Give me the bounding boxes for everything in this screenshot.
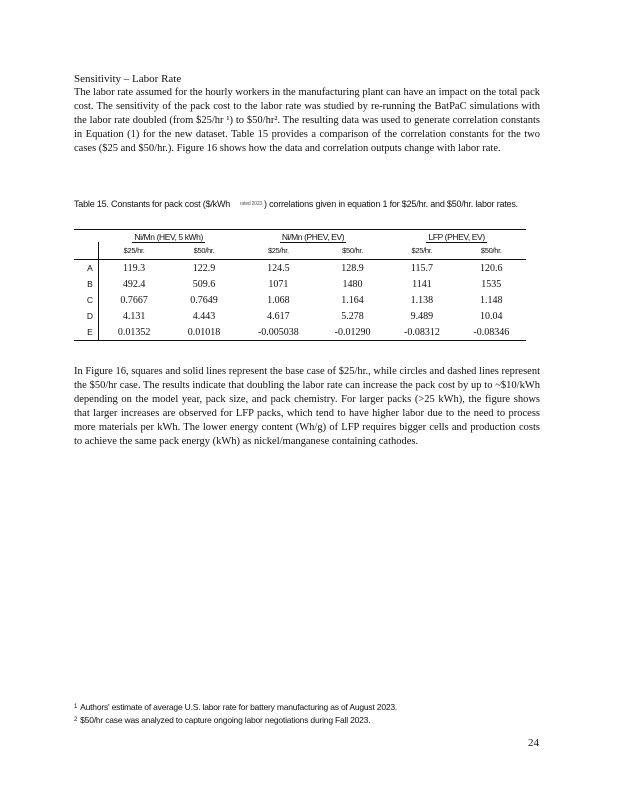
table-cell: 122.9	[192, 262, 216, 274]
table-cell: 128.9	[341, 262, 364, 274]
table-row	[74, 276, 526, 292]
column-header: $25/hr.	[123, 246, 145, 255]
table-row	[74, 260, 526, 277]
column-header: $25/hr.	[411, 246, 433, 255]
table-row	[74, 308, 526, 324]
table-cell: 115.7	[410, 262, 433, 274]
row-label: B	[82, 276, 99, 292]
table-cell: 124.5	[267, 262, 290, 274]
table-cell: -0.01290	[334, 326, 371, 338]
constants-table	[74, 229, 526, 341]
table-subheader-row	[74, 242, 526, 260]
table-cell: 120.6	[480, 262, 503, 274]
table-caption-subscript: rated 2023	[240, 201, 262, 208]
footnote-marker: 2	[74, 717, 78, 723]
table-cell: 1071	[268, 278, 289, 290]
table-cell: 1.138	[410, 294, 434, 306]
column-header: $50/hr.	[480, 246, 502, 255]
table-cell: 492.4	[122, 278, 146, 290]
group-header: Ni/Mn (PHEV, EV)	[281, 232, 345, 242]
row-label: A	[82, 260, 99, 277]
page-number: 24	[528, 737, 539, 749]
table-cell: 1480	[342, 278, 363, 290]
table-cell: 1.068	[267, 294, 290, 306]
table-cell: 0.7667	[120, 294, 148, 306]
table-cell: 119.3	[123, 262, 146, 274]
table-cell: 4.617	[267, 310, 290, 322]
footnote-text: Authors' estimate of average U.S. labor rate for battery manufacturing as of August 2023.	[80, 702, 398, 712]
table-cell: -0.005038	[257, 326, 299, 338]
table-cell: -0.08346	[473, 326, 510, 338]
table-cell: 1.148	[480, 294, 503, 306]
table-cell: 0.01352	[117, 326, 151, 338]
table-cell: 5.278	[341, 310, 364, 322]
table-cell: 9.489	[410, 310, 434, 322]
table-cell: 1.164	[341, 294, 364, 306]
table-row	[74, 292, 526, 308]
footnote-marker: 1	[74, 704, 78, 710]
table-cell: -0.08312	[403, 326, 440, 338]
footnote-text: $50/hr case was analyzed to capture ongoing labor negotiations during Fall 2023.	[80, 715, 371, 725]
row-label: C	[82, 292, 99, 308]
table-cell: 4.131	[122, 310, 146, 322]
group-header: LFP (PHEV, EV)	[428, 232, 485, 242]
paragraph-figure-discussion: In Figure 16, squares and solid lines represent the base case of $25/hr., while circles and dashed lines represent the $50/hr case. The results indicate that doubling the labor rate can increase the pack cost by up to ~$10/kWh depending on the model year, pack size, and pack chemistry. For larger packs (>25 kWh), the figure shows that larger increases are observed for LFP packs, which tend to have higher labor due to the need to process more materials per kWh. The lower energy content (Wh/g) of LFP requires bigger cells and production costs to achieve the same pack energy (kWh) as nickel/manganese containing cathodes.	[74, 366, 540, 447]
table-cell: 0.01018	[187, 326, 221, 338]
table-cell: 4.443	[192, 310, 216, 322]
footnote	[74, 701, 397, 713]
table-cell: 509.6	[192, 278, 216, 290]
paragraph-intro: The labor rate assumed for the hourly workers in the manufacturing plant can have an impact on the total pack cost. The sensitivity of the pack cost to the labor rate was studied by re-running the BatPaC simulations with the labor rate doubled (from $25/hr ¹) to $50/hr². The resulting data was used to generate correlation constants in Equation (1) for the new dataset. Table 15 provides a comparison of the correlation constants for the two cases ($25 and $50/hr.). Figure 16 shows how the data and correlation outputs change with labor rate.	[74, 87, 540, 154]
table-cell: 1141	[412, 278, 432, 290]
table-caption	[74, 198, 540, 211]
table-row	[74, 324, 526, 341]
column-header: $50/hr.	[342, 246, 363, 255]
table-group-header-row	[74, 230, 526, 243]
table-cell: 1535	[481, 278, 502, 290]
row-label: E	[82, 324, 99, 341]
column-header: $50/hr.	[193, 246, 215, 255]
group-header: Ni/Mn (HEV, 5 kWh)	[134, 232, 203, 242]
footnote	[74, 714, 370, 726]
column-header: $25/hr.	[267, 246, 289, 255]
section-title: Sensitivity – Labor Rate	[74, 73, 182, 85]
table-caption-end: ) correlations given in equation 1 for $25/hr. and $50/hr. labor rates.	[264, 199, 518, 209]
row-label: D	[82, 308, 99, 324]
table-cell: 0.7649	[190, 294, 218, 306]
table-cell: 10.04	[480, 310, 503, 322]
table-caption-start: Table 15. Constants for pack cost ($/kWh	[74, 199, 231, 209]
